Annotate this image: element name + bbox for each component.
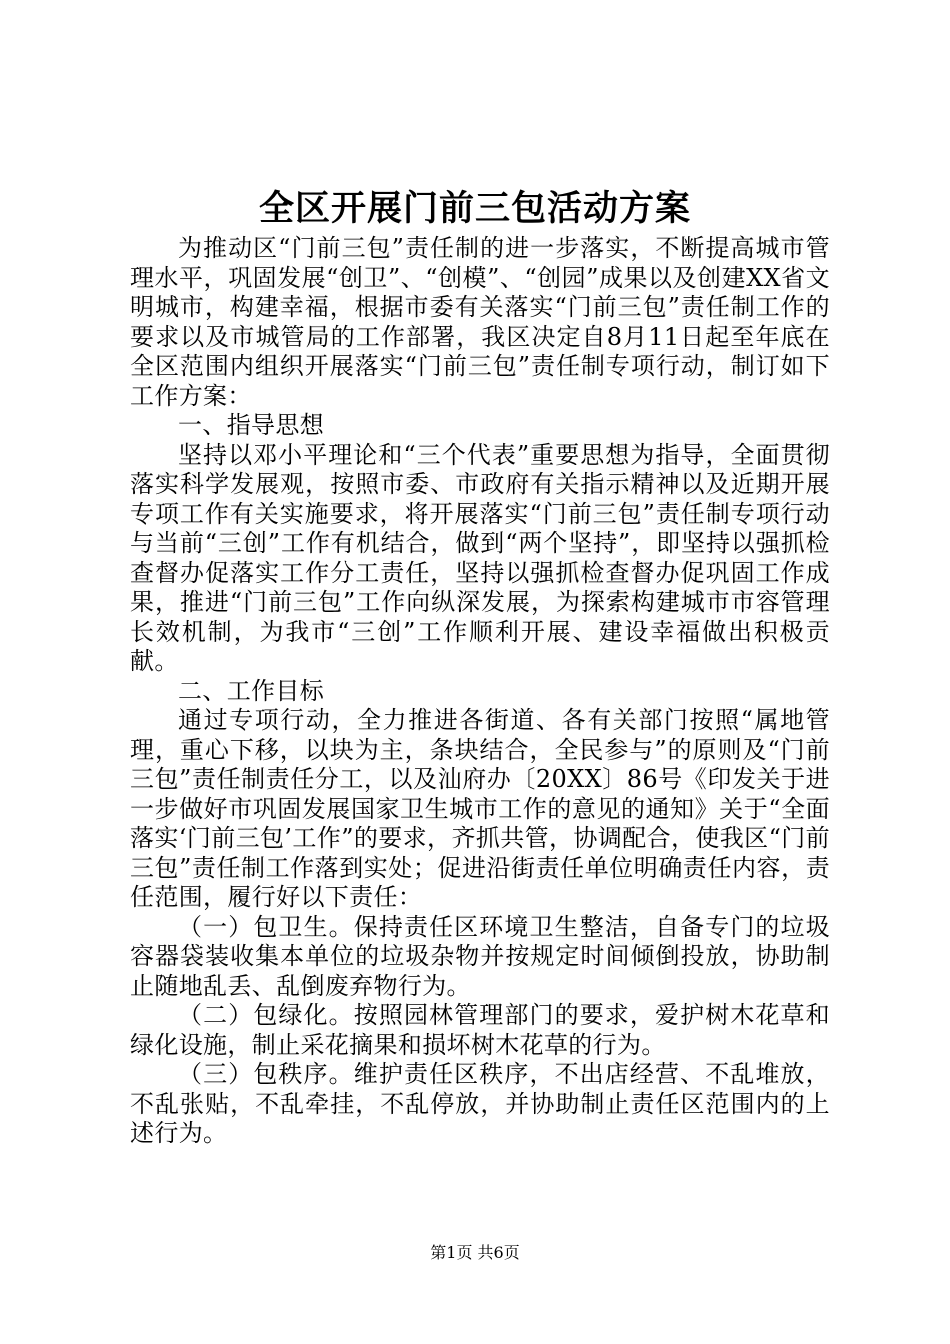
paragraph-work-goals: 通过专项行动，全力推进各街道、各有关部门按照“属地管理，重心下移，以块为主，条块结合，全民参与”的原则及“门前三包”责任制责任分工，以及汕府办〔20XX〕86号《印发关于进一步做好市巩固发展国家卫生城市工作的意见的通知》关于“全面落实‘门前三包’工作”的要求，齐抓共管，协调配合，使我区“门前三包”责任制工作落到实处；促进沿街责任单位明确责任内容，责任范围，履行好以下责任： xyxy=(130,706,830,911)
section-heading-work-goals: 二、工作目标 xyxy=(178,676,325,705)
section-heading-guiding-ideology: 一、指导思想 xyxy=(178,411,325,439)
paragraph-item-order: （三）包秩序。维护责任区秩序，不出店经营、不乱堆放，不乱张贴，不乱牵挂，不乱停放，并协助制止责任区范围内的上述行为。 xyxy=(130,1060,830,1147)
document-title: 全区开展门前三包活动方案 xyxy=(258,188,691,229)
page-number-footer: 第1页 共6页 xyxy=(430,1243,520,1262)
paragraph-guiding-ideology: 坚持以邓小平理论和“三个代表”重要思想为指导，全面贯彻落实科学发展观，按照市委、市政府有关指示精神以及近期开展专项工作有关实施要求，将开展落实“门前三包”责任制专项行动与当前“三创”工作有机结合，做到“两个坚持”，即坚持以强抓检查督办促落实工作分工责任，坚持以强抓检查督办促巩固工作成果，推进“门前三包”工作向纵深发展，为探索构建城市市容管理长效机制，为我市“三创”工作顺利开展、建设幸福做出积极贡献。 xyxy=(130,440,830,675)
document-body xyxy=(130,234,830,1149)
paragraph-item-greening: （二）包绿化。按照园林管理部门的要求，爱护树木花草和绿化设施，制止采花摘果和损坏树木花草的行为。 xyxy=(130,1001,830,1059)
paragraph-item-sanitation: （一）包卫生。保持责任区环境卫生整洁，自备专门的垃圾容器袋装收集本单位的垃圾杂物并按规定时间倾倒投放，协助制止随地乱丢、乱倒废弃物行为。 xyxy=(130,912,830,1000)
paragraph-intro: 为推动区“门前三包”责任制的进一步落实，不断提高城市管理水平，巩固发展“创卫”、“创模”、“创园”成果以及创建XX省文明城市，构建幸福，根据市委有关落实“门前三包”责任制工作的要求以及市城管局的工作部署，我区决定自8月11日起至年底在全区范围内组织开展落实“门前三包”责任制专项行动，制订如下工作方案： xyxy=(130,234,830,410)
